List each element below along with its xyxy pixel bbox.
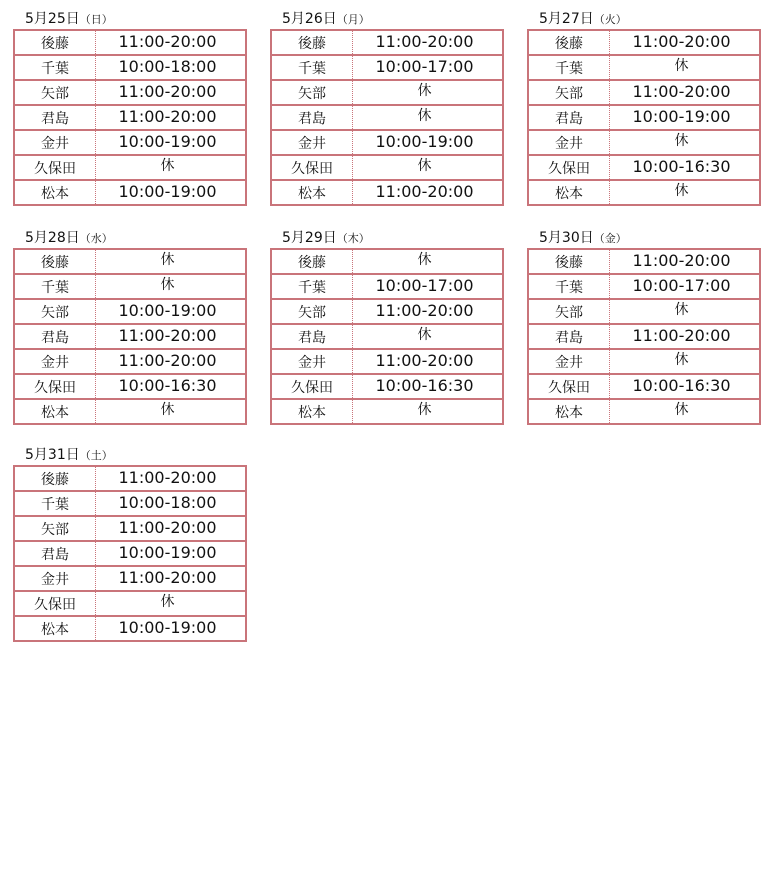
shift-hours: 休	[610, 130, 761, 155]
staff-name: 矢部	[528, 80, 610, 105]
staff-name: 久保田	[528, 374, 610, 399]
staff-name: 金井	[271, 349, 353, 374]
shift-hours: 11:00-20:00	[96, 466, 247, 491]
day-date: 5月28日	[25, 230, 80, 246]
staff-name: 千葉	[528, 274, 610, 299]
shift-table	[13, 248, 247, 425]
shift-hours: 11:00-20:00	[96, 516, 247, 541]
shift-table	[527, 248, 761, 425]
staff-name: 千葉	[14, 55, 96, 80]
shift-hours: 11:00-20:00	[96, 566, 247, 591]
day-heading	[13, 10, 247, 29]
staff-name: 後藤	[14, 466, 96, 491]
staff-name: 千葉	[528, 55, 610, 80]
staff-name: 矢部	[14, 80, 96, 105]
staff-name: 君島	[528, 324, 610, 349]
day-weekday: （月）	[336, 13, 370, 26]
shift-hours: 休	[353, 105, 504, 130]
table-row	[528, 130, 760, 155]
table-row	[14, 55, 246, 80]
day-heading	[527, 10, 761, 29]
table-row	[271, 374, 503, 399]
day-date: 5月26日	[282, 11, 337, 27]
table-row	[271, 349, 503, 374]
day-weekday: （金）	[593, 232, 627, 245]
table-row	[271, 155, 503, 180]
shift-hours: 10:00-19:00	[96, 180, 247, 205]
table-row	[528, 30, 760, 55]
staff-name: 君島	[14, 324, 96, 349]
table-row	[271, 55, 503, 80]
shift-table	[13, 29, 247, 206]
shift-hours: 10:00-19:00	[96, 299, 247, 324]
staff-name: 松本	[14, 399, 96, 424]
table-row	[528, 349, 760, 374]
shift-hours: 休	[353, 324, 504, 349]
shift-hours: 休	[96, 274, 247, 299]
table-row	[528, 249, 760, 274]
staff-name: 君島	[14, 541, 96, 566]
staff-name: 金井	[14, 566, 96, 591]
shift-table	[527, 29, 761, 206]
staff-name: 矢部	[14, 299, 96, 324]
table-row	[14, 299, 246, 324]
table-row	[271, 105, 503, 130]
table-row	[271, 180, 503, 205]
staff-name: 後藤	[14, 249, 96, 274]
shift-hours: 11:00-20:00	[610, 324, 761, 349]
shift-hours: 休	[96, 155, 247, 180]
shift-hours: 11:00-20:00	[353, 299, 504, 324]
staff-name: 金井	[271, 130, 353, 155]
staff-name: 後藤	[528, 30, 610, 55]
staff-name: 松本	[528, 399, 610, 424]
table-row	[271, 324, 503, 349]
day-weekday: （水）	[79, 232, 113, 245]
day-schedule-5-28	[13, 229, 247, 425]
table-row	[528, 80, 760, 105]
table-row	[14, 249, 246, 274]
table-row	[14, 349, 246, 374]
staff-name: 金井	[14, 130, 96, 155]
shift-hours: 休	[353, 80, 504, 105]
shift-hours: 休	[610, 349, 761, 374]
staff-name: 久保田	[528, 155, 610, 180]
table-row	[14, 80, 246, 105]
table-row	[14, 616, 246, 641]
table-row	[528, 299, 760, 324]
staff-name: 久保田	[271, 374, 353, 399]
shift-table	[270, 29, 504, 206]
shift-hours: 11:00-20:00	[96, 324, 247, 349]
shift-hours: 休	[610, 180, 761, 205]
table-row	[14, 130, 246, 155]
table-row	[14, 30, 246, 55]
shift-hours: 10:00-17:00	[353, 55, 504, 80]
staff-name: 松本	[271, 180, 353, 205]
day-heading	[270, 10, 504, 29]
staff-name: 松本	[271, 399, 353, 424]
shift-hours: 10:00-16:30	[610, 155, 761, 180]
table-row	[271, 249, 503, 274]
table-row	[271, 299, 503, 324]
table-row	[14, 566, 246, 591]
staff-name: 久保田	[14, 591, 96, 616]
table-row	[14, 180, 246, 205]
staff-name: 君島	[528, 105, 610, 130]
table-row	[271, 80, 503, 105]
table-row	[271, 30, 503, 55]
day-schedule-5-29	[270, 229, 504, 425]
day-heading	[527, 229, 761, 248]
table-row	[14, 491, 246, 516]
shift-hours: 11:00-20:00	[96, 30, 247, 55]
shift-hours: 休	[96, 399, 247, 424]
shift-hours: 10:00-18:00	[96, 491, 247, 516]
table-row	[14, 466, 246, 491]
staff-name: 後藤	[14, 30, 96, 55]
table-row	[528, 180, 760, 205]
day-date: 5月27日	[539, 11, 594, 27]
staff-name: 金井	[528, 130, 610, 155]
shift-table	[13, 465, 247, 642]
day-date: 5月29日	[282, 230, 337, 246]
day-schedule-5-30	[527, 229, 761, 425]
shift-hours: 休	[353, 249, 504, 274]
shift-hours: 10:00-17:00	[610, 274, 761, 299]
shift-hours: 休	[610, 299, 761, 324]
table-row	[528, 399, 760, 424]
staff-name: 後藤	[271, 30, 353, 55]
staff-name: 矢部	[271, 80, 353, 105]
staff-name: 矢部	[528, 299, 610, 324]
staff-name: 松本	[14, 180, 96, 205]
day-heading	[13, 229, 247, 248]
staff-name: 君島	[271, 324, 353, 349]
day-weekday: （土）	[79, 449, 113, 462]
shift-table	[270, 248, 504, 425]
table-row	[14, 374, 246, 399]
staff-name: 千葉	[14, 491, 96, 516]
shift-hours: 11:00-20:00	[353, 349, 504, 374]
staff-name: 千葉	[271, 274, 353, 299]
day-heading	[13, 446, 247, 465]
table-row	[528, 55, 760, 80]
shift-hours: 11:00-20:00	[610, 80, 761, 105]
shift-hours: 休	[353, 155, 504, 180]
day-schedule-5-26	[270, 10, 504, 206]
day-schedule-5-31	[13, 446, 247, 642]
day-schedule-5-25	[13, 10, 247, 206]
table-row	[528, 324, 760, 349]
table-row	[14, 274, 246, 299]
table-row	[271, 274, 503, 299]
day-date: 5月30日	[539, 230, 594, 246]
shift-hours: 休	[96, 249, 247, 274]
shift-hours: 10:00-16:30	[353, 374, 504, 399]
staff-name: 金井	[528, 349, 610, 374]
table-row	[14, 105, 246, 130]
shift-hours: 休	[610, 55, 761, 80]
staff-name: 松本	[528, 180, 610, 205]
shift-hours: 10:00-19:00	[96, 541, 247, 566]
shift-hours: 11:00-20:00	[353, 180, 504, 205]
staff-name: 千葉	[14, 274, 96, 299]
shift-hours: 10:00-16:30	[610, 374, 761, 399]
shift-hours: 11:00-20:00	[96, 105, 247, 130]
shift-hours: 10:00-19:00	[610, 105, 761, 130]
shift-hours: 11:00-20:00	[96, 349, 247, 374]
shift-hours: 11:00-20:00	[610, 249, 761, 274]
day-weekday: （火）	[593, 13, 627, 26]
table-row	[14, 155, 246, 180]
staff-name: 後藤	[528, 249, 610, 274]
table-row	[14, 591, 246, 616]
table-row	[271, 130, 503, 155]
shift-hours: 11:00-20:00	[353, 30, 504, 55]
staff-name: 久保田	[14, 374, 96, 399]
shift-hours: 11:00-20:00	[610, 30, 761, 55]
day-weekday: （木）	[336, 232, 370, 245]
table-row	[271, 399, 503, 424]
day-schedule-5-27	[527, 10, 761, 206]
shift-hours: 11:00-20:00	[96, 80, 247, 105]
shift-hours: 10:00-19:00	[96, 616, 247, 641]
staff-name: 矢部	[271, 299, 353, 324]
staff-name: 久保田	[271, 155, 353, 180]
day-heading	[270, 229, 504, 248]
shift-hours: 休	[610, 399, 761, 424]
staff-name: 君島	[14, 105, 96, 130]
table-row	[14, 541, 246, 566]
table-row	[14, 399, 246, 424]
table-row	[528, 274, 760, 299]
table-row	[14, 324, 246, 349]
staff-name: 後藤	[271, 249, 353, 274]
staff-name: 矢部	[14, 516, 96, 541]
staff-name: 君島	[271, 105, 353, 130]
shift-hours: 10:00-19:00	[353, 130, 504, 155]
shift-hours: 10:00-16:30	[96, 374, 247, 399]
shift-hours: 10:00-18:00	[96, 55, 247, 80]
shift-hours: 休	[96, 591, 247, 616]
staff-name: 千葉	[271, 55, 353, 80]
shift-hours: 10:00-19:00	[96, 130, 247, 155]
day-date: 5月25日	[25, 11, 80, 27]
staff-name: 松本	[14, 616, 96, 641]
table-row	[528, 105, 760, 130]
table-row	[528, 155, 760, 180]
shift-hours: 休	[353, 399, 504, 424]
day-weekday: （日）	[79, 13, 113, 26]
staff-name: 久保田	[14, 155, 96, 180]
table-row	[14, 516, 246, 541]
staff-name: 金井	[14, 349, 96, 374]
table-row	[528, 374, 760, 399]
day-date: 5月31日	[25, 447, 80, 463]
shift-hours: 10:00-17:00	[353, 274, 504, 299]
